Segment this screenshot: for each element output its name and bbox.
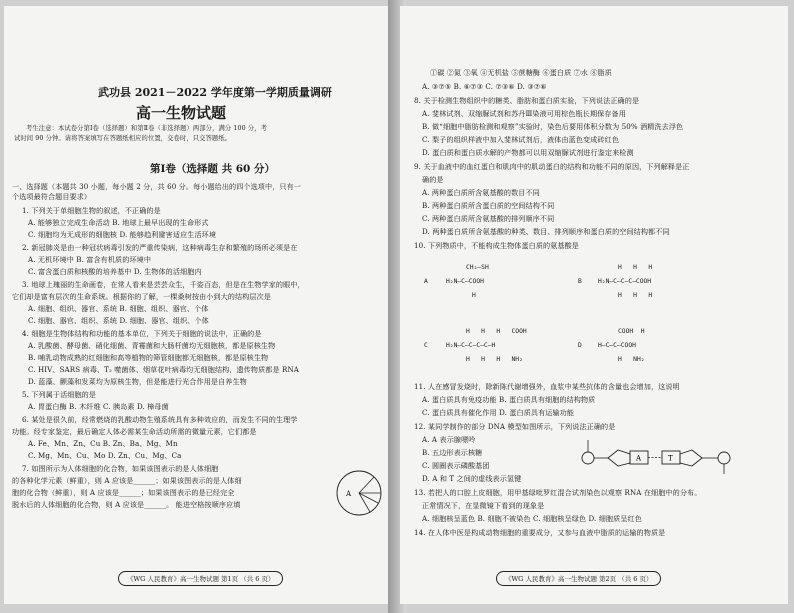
question-14: 14. 在人体中医是构成动物细胞的重要成分，又参与血液中脂质的运输的物质是 [414,528,666,537]
section-heading: 第Ⅰ卷（选择题 共 60 分） [150,163,275,175]
option-line: B. 做“细胞中脂肪检测和观察”实验时，染色后要用体积分数为 50% 酒精洗去浮色 [422,122,684,131]
option-line: D. A 和 T 之间的虚线表示氢键 [422,474,522,483]
question-9: 9. 关于血液中的血红蛋白和肌肉中的肌动蛋白的结构和功能不同的原因，下列解释是正 [414,162,690,171]
text-line: 个选项最符合题目要求） [12,192,92,201]
option-line: B. 两种蛋白质所含蛋白质的空间结构不同 [422,201,555,210]
option-line: C. 蛋白质具有催化作用 D. 蛋白质具有运输功能 [422,408,575,417]
text-line: 确的是 [422,175,444,184]
option-line: C. Mg、Mn、Cu、Mo D. Zn、Cu、Mg、Ca [28,451,182,460]
structure-text: COOH H [618,328,645,335]
structure-text: H H H [618,292,653,299]
exam-title: 武功县 2021－2022 学年度第一学期质量调研 [98,86,332,99]
structure-option-label: A [424,278,428,285]
question-6: 6. 某处是很久前，经常燃烧的乳酸动物生殖系统具有多种效应的，而发生不同的生理学 [22,415,298,424]
dna-base-t-label: T [668,454,673,463]
option-line: A. 胃蛋白酶 B. 木纤维 C. 胰岛素 D. 樟母菌 [28,402,169,411]
exam-subject: 高一生物试题 [136,104,227,122]
option-line: A. 无机环境中 B. 富含有机质的环境中 [28,255,152,264]
structure-option-label: D [578,342,582,349]
option-line: D. 蛋白质和蛋白质水解的产物都可以用双缩脲试剂进行鉴定来检测 [422,148,634,157]
pie-figure [334,468,384,518]
option-line: A. ③⑦⑤ B. ⑥⑦③ C. ⑦③⑥ D. ③⑦⑥ [422,82,547,91]
question-4: 4. 细胞是生物体结构和功能的基本单位，下列关于细胞的说法中，正确的是 [22,329,262,338]
structure-text: H—C—C—COOH [598,342,636,349]
text-line: 正常情况下，在显微镜下看到的现象是 [422,501,545,510]
option-line: A. 斐林试剂、双缩脲试剂和苏丹Ⅲ染液可用棕色瓶长期保存备用 [422,109,626,118]
notice-line: 考生注意：本试卷分第Ⅰ卷（选择题）和第Ⅱ卷（非选择题）两部分，满分 100 分，考 [26,125,267,132]
option-line: D. 两种蛋白质所含氨基酸的种类、数目、排列顺序和蛋白质的空间结构都不同 [422,227,670,236]
question-1: 1. 下列关于单细胞生物的叙述，不正确的是 [22,206,161,215]
option-line: C. 细胞、器官、组织、系统 D. 细胞、器官、组织、个体 [28,316,209,325]
pie-label: A [346,490,352,498]
item-list: ①碳 ②氮 ③氧 ④无机盐 ⑤蔗糖酶 ⑥蛋白质 ⑦水 ⑧脂质 [430,68,612,77]
option-line: C. 圆圈表示磷酸基团 [422,461,490,470]
question-13: 13. 若把人的口腔上皮细胞，用甲基绿吡罗红混合试剂染色以观察 RNA 在细胞中的分布。 [414,488,702,497]
option-line: A. 乳酸菌、酵母菌、硝化细菌、青霉菌和大肠杆菌均无细胞核，都是原核生物 [28,341,276,350]
page-footer: 《WG 人民教育》高一生物试题 第1页 （共 6 页） [118,571,283,586]
question-10: 10. 下列物质中，不能构成生物体蛋白质的氨基酸是 [414,241,580,250]
structure-text: H H H COOH [466,328,527,335]
exam-page-1 [4,6,388,604]
structure-text: H₂N—C—C—C—C—H [446,342,496,349]
dna-base-a-label: A [636,454,642,463]
exam-page-2 [400,6,788,604]
structure-text: H H H [618,264,653,271]
text-line: 脱水后的人体细胞的化合物，则 A 应该是______。 能进空格按顺序应填 [12,500,241,509]
option-line: C. HIV、SARS 病毒、T₂ 噬菌体、烟草花叶病毒均无细胞结构，遗传物质都是 RNA [28,365,300,374]
structure-text: H H H NH₂ [466,356,523,363]
option-line: C. 两种蛋白质所含氨基酸的排列顺序不同 [422,214,555,223]
option-line: A. A 表示腺嘌呤 [422,435,476,444]
option-line: A. 细胞核呈蓝色 B. 细胞不被染色 C. 细胞核呈绿色 D. 细胞质呈红色 [422,514,642,523]
question-2: 2. 新冠肺炎是由一种冠状病毒引发的严重传染病，这种病毒生存和繁殖的场所必须是在 [22,243,298,252]
option-line: C. 富含蛋白质和核酸的培养基中 D. 生物体的活细胞内 [28,267,202,276]
question-8: 8. 关于检测生物组织中的糖类、脂肪和蛋白质实验，下列说法正确的是 [414,96,640,105]
option-line: A. 两种蛋白质所含氨基酸的数目不同 [422,188,540,197]
page-footer: 《WG 人民教育》高一生物试题 第2页 （共 6 页） [496,571,661,586]
notice-line: 试时间 90 分钟。请将答案填写在答题纸相应的位置，交卷时，只交答题纸。 [14,135,232,142]
option-line: D. 蓝藻、颤藻和发菜均为原核生物，但是能进行光合作用是自养生物 [28,377,247,386]
text-line: 胞的化合物（鲜重），则 A 应该是______；如果该图表示的是已经完全 [12,488,235,497]
structure-text: H NH₂ [618,356,645,363]
option-line: C. 细胞均为无成形的细胞核 D. 能够趋利避害适应生活环境 [28,230,217,239]
option-line: A. 能够独立完成生命活动 B. 地球上最早出现的生命形式 [28,218,209,227]
question-5: 5. 下列属于活细胞的是 [22,390,97,399]
text-line: 的各种化学元素（鲜重），则 A 应该是______；如果该图表示的是人体细 [12,476,242,485]
text-line: 功能。经专家鉴定，最后确定人体必需某生命活动所需的微量元素，它们都是 [12,427,257,436]
structure-text: CH₂—SH [466,264,489,271]
option-line: A. 细胞、组织、器官、系统 B. 细胞、组织、器官、个体 [28,304,209,313]
structure-text: H [472,292,476,299]
question-12: 12. 某同学制作的部分 DNA 模型如图所示，下列说法正确的是 [414,422,616,431]
option-line: B. 五边形表示核糖 [422,448,483,457]
option-line: C. 梨子的组织样液中加入斐林试剂后，液体由蓝色变成砖红色 [422,135,620,144]
structure-text: H₂N—C—C—C—COOH [598,278,652,285]
option-line: B. 哺乳动物成熟的红细胞和高等植物的筛管细胞都无细胞核，都是原核生物 [28,353,269,362]
structure-text: H₂N—C—COOH [446,278,484,285]
question-7: 7. 如图所示为人体细胞的化合物，如果该图表示的是人体细胞 [22,464,219,473]
text-line: 一、选择题（本题共 30 小题，每小题 2 分，共 60 分。每小题给出的四个选项中，只有一 [12,182,301,191]
dna-model-figure [578,436,748,476]
text-line: 它们却是富有层次的生命系统。根据你的了解，一棵桑树按由小到大的结构层次是 [12,292,271,301]
structure-option-label: B [578,278,582,285]
option-line: A. Fe、Mn、Zn、Cu B. Zn、Ba、Mg、Mn [28,439,178,448]
structure-option-label: C [424,342,428,349]
question-3: 3. 地球上瑰丽的生命画卷，在常人看来是芸芸众生，千姿百态，但是在生物学家的眼中， [22,280,305,289]
question-11: 11. 人在感冒发烧时，除新陈代谢增强外，血浆中某些抗体的含量也会增加，这说明 [414,382,680,391]
option-line: A. 蛋白质具有免疫功能 B. 蛋白质具有细胞的结构物质 [422,395,596,404]
